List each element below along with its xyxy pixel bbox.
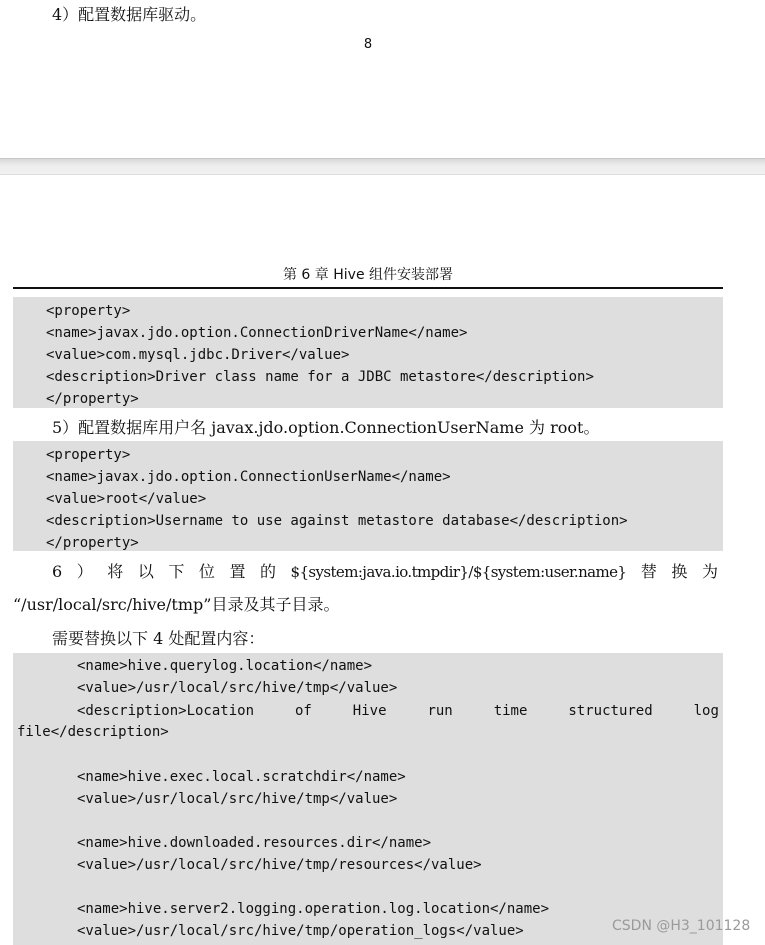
code-line: <name>hive.server2.logging.operation.log.location</name> <box>77 901 550 917</box>
page-number: 8 <box>363 37 373 52</box>
code-line: <description>Username to use against metastore database</description> <box>46 513 628 529</box>
code-line: <property> <box>46 447 131 463</box>
step-6-token: ） <box>76 562 93 581</box>
code-line-spread <box>77 700 719 722</box>
header-rule <box>13 287 723 289</box>
code-token: time <box>493 703 528 719</box>
code-line: <description>Driver class name for a JDBC metastore</description> <box>46 369 594 385</box>
code-line: <value>/usr/local/src/hive/tmp/operation_logs</value> <box>77 923 524 939</box>
code-line: </property> <box>46 535 139 551</box>
code-token: <description>Location <box>77 703 255 719</box>
code-token: Hive <box>352 703 387 719</box>
code-line: <value>com.mysql.jdbc.Driver</value> <box>46 347 350 363</box>
step-6-token: 下 <box>168 562 185 581</box>
step-6-token: 换 <box>671 562 688 581</box>
code-line: file</description> <box>17 724 169 740</box>
code-token: log <box>693 703 719 719</box>
step-6-token: 为 <box>701 562 718 581</box>
code-line: </property> <box>46 391 139 407</box>
step-6-token: 位 <box>198 562 215 581</box>
step-6-token: 替 <box>640 562 657 581</box>
step-6-line-2: “/usr/local/src/hive/tmp”目录及其子目录。 <box>13 595 340 614</box>
code-line: <name>hive.downloaded.resources.dir</name> <box>77 835 432 851</box>
code-token: structured <box>568 703 653 719</box>
code-block-driver <box>13 297 723 408</box>
code-block-replacements <box>13 653 723 945</box>
step-4-text: 4）配置数据库驱动。 <box>52 5 207 24</box>
code-line: <name>javax.jdo.option.ConnectionDriverName</name> <box>46 325 468 341</box>
code-line: <property> <box>46 303 131 319</box>
code-token: run <box>427 703 453 719</box>
step-6-token: 置 <box>229 562 246 581</box>
step-6-token: ${system:java.io.tmpdir}/${system:user.name} <box>290 563 627 581</box>
step-6-token: 的 <box>260 562 277 581</box>
previous-page <box>0 0 765 158</box>
step-6-line-1 <box>52 561 718 583</box>
step-6-token: 6 <box>52 562 63 581</box>
code-line: <name>hive.exec.local.scratchdir</name> <box>77 769 406 785</box>
replacement-note: 需要替换以下 4 处配置内容： <box>52 629 265 648</box>
code-line: <value>/usr/local/src/hive/tmp/resources</value> <box>77 857 482 873</box>
step-6-token: 将 <box>107 562 124 581</box>
code-line: <value>/usr/local/src/hive/tmp</value> <box>77 791 398 807</box>
code-token: of <box>294 703 312 719</box>
code-line: <name>javax.jdo.option.ConnectionUserName</name> <box>46 469 451 485</box>
page-separator <box>0 158 765 175</box>
watermark: CSDN @H3_101128 <box>612 918 751 934</box>
code-line: <name>hive.querylog.location</name> <box>77 658 373 674</box>
code-line: <value>/usr/local/src/hive/tmp</value> <box>77 680 398 696</box>
step-6-token: 以 <box>137 562 154 581</box>
code-line: <value>root</value> <box>46 491 207 507</box>
chapter-header: 第 6 章 Hive 组件安装部署 <box>282 267 454 283</box>
code-block-username <box>13 441 723 551</box>
step-5-text: 5）配置数据库用户名 javax.jdo.option.ConnectionUserName 为 root。 <box>52 418 600 437</box>
